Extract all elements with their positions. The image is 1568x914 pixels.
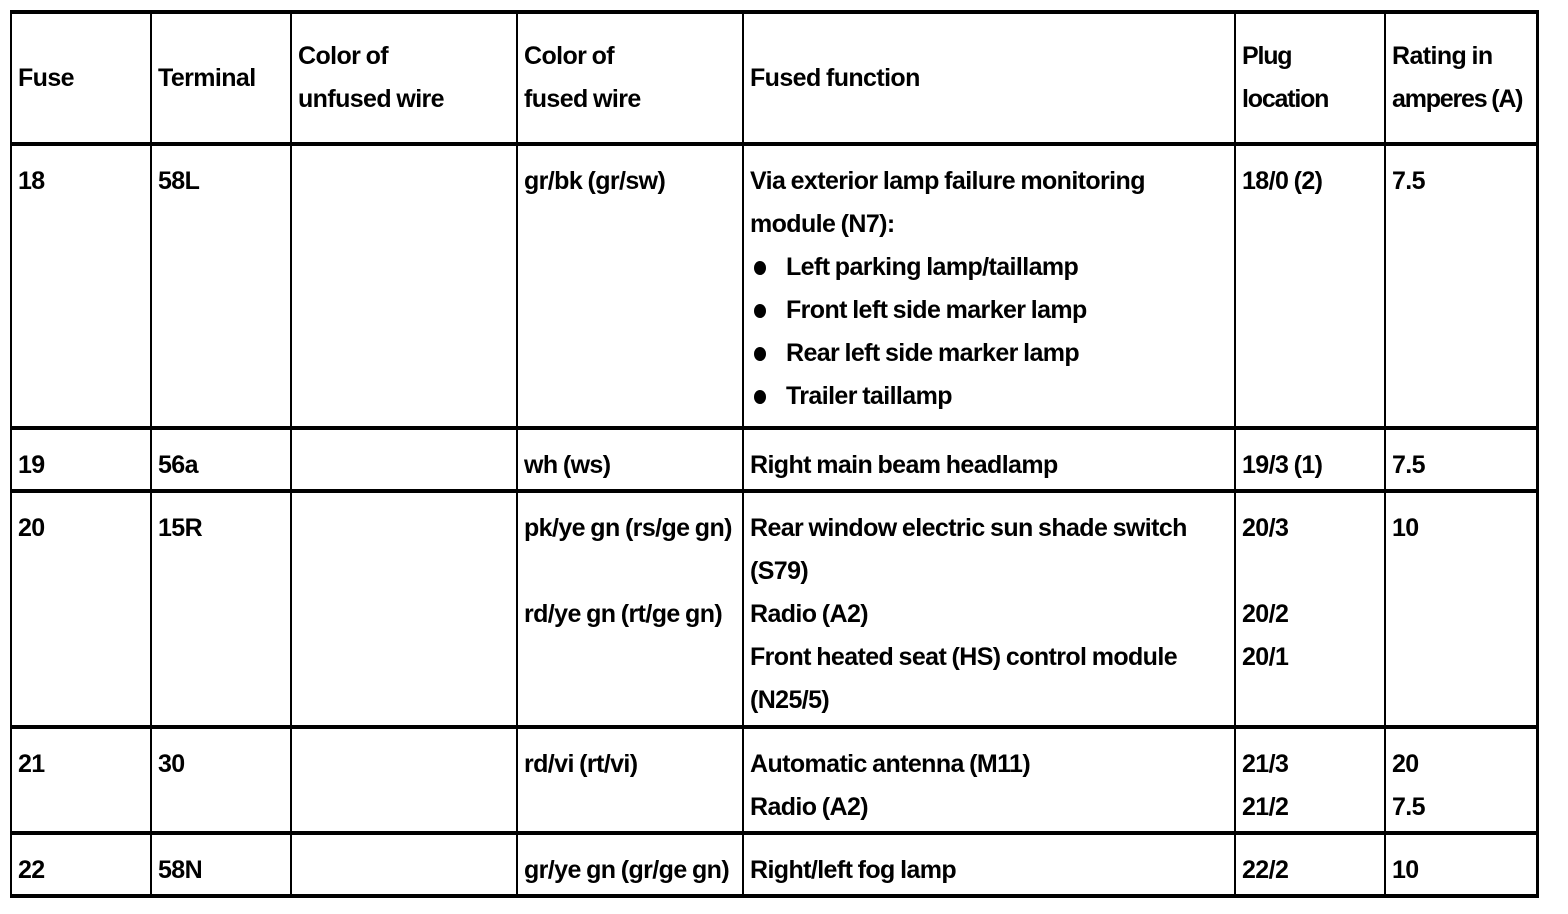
header-unfused-wire bbox=[291, 12, 517, 144]
plug-value: 20/2 bbox=[1242, 600, 1289, 628]
bullet-icon bbox=[754, 261, 766, 275]
function-line: (N25/5) bbox=[750, 686, 830, 714]
cell-terminal: 30 bbox=[151, 727, 291, 833]
cell-fused-wire bbox=[517, 428, 743, 491]
cell-unfused-wire bbox=[291, 491, 517, 727]
header-rating-line1: Rating in bbox=[1392, 42, 1493, 70]
cell-terminal: 58L bbox=[151, 144, 291, 428]
cell-plug-location bbox=[1235, 491, 1385, 727]
fused-wire-value: pk/ye gn (rs/ge gn) bbox=[524, 514, 732, 542]
cell-terminal: 56a bbox=[151, 428, 291, 491]
cell-fuse: 18 bbox=[11, 144, 151, 428]
cell-plug-location bbox=[1235, 144, 1385, 428]
cell-fused-wire bbox=[517, 833, 743, 896]
function-line: Automatic antenna (M11) bbox=[750, 750, 1031, 778]
fused-wire-value: rd/ye gn (rt/ge gn) bbox=[524, 600, 723, 628]
header-row bbox=[11, 12, 1537, 144]
rating-value: 7.5 bbox=[1392, 793, 1425, 821]
function-line: Via exterior lamp failure monitoring bbox=[750, 167, 1145, 195]
header-unfused-line2: unfused wire bbox=[298, 85, 444, 113]
function-line: Radio (A2) bbox=[750, 600, 869, 628]
cell-rating bbox=[1385, 727, 1537, 833]
function-line: module (N7): bbox=[750, 210, 895, 238]
cell-fused-function bbox=[743, 428, 1235, 491]
cell-fused-function bbox=[743, 491, 1235, 727]
rating-value: 10 bbox=[1392, 514, 1419, 542]
rating-value: 7.5 bbox=[1392, 451, 1425, 479]
header-fused-function: Fused function bbox=[743, 12, 1235, 144]
cell-unfused-wire bbox=[291, 833, 517, 896]
plug-value: 21/3 bbox=[1242, 750, 1289, 778]
header-unfused-line1: Color of bbox=[298, 42, 389, 70]
table-row bbox=[11, 144, 1537, 428]
function-bullet-item bbox=[750, 246, 1228, 289]
plug-value: 19/3 (1) bbox=[1242, 451, 1323, 479]
function-bullet-item bbox=[750, 375, 1228, 418]
function-bullet-item bbox=[750, 332, 1228, 375]
cell-fuse: 22 bbox=[11, 833, 151, 896]
table-body bbox=[11, 144, 1537, 896]
rating-value: 10 bbox=[1392, 856, 1419, 884]
plug-value: 20/1 bbox=[1242, 643, 1289, 671]
plug-value: 22/2 bbox=[1242, 856, 1289, 884]
rating-value: 7.5 bbox=[1392, 167, 1425, 195]
header-plug-location: Plug location bbox=[1235, 12, 1385, 144]
bullet-text: Rear left side marker lamp bbox=[786, 339, 1080, 367]
cell-terminal: 15R bbox=[151, 491, 291, 727]
function-line: (S79) bbox=[750, 557, 809, 585]
cell-plug-location bbox=[1235, 727, 1385, 833]
cell-unfused-wire bbox=[291, 727, 517, 833]
function-line: Right main beam headlamp bbox=[750, 451, 1058, 479]
header-rating-line2: amperes (A) bbox=[1392, 85, 1523, 113]
table-row bbox=[11, 833, 1537, 896]
function-bullet-list bbox=[750, 246, 1228, 418]
header-fused-wire bbox=[517, 12, 743, 144]
cell-rating bbox=[1385, 428, 1537, 491]
cell-rating bbox=[1385, 144, 1537, 428]
function-line: Front heated seat (HS) control module bbox=[750, 643, 1177, 671]
cell-fuse: 19 bbox=[11, 428, 151, 491]
table-row bbox=[11, 428, 1537, 491]
cell-unfused-wire bbox=[291, 428, 517, 491]
bullet-text: Left parking lamp/taillamp bbox=[786, 253, 1079, 281]
plug-value: 20/3 bbox=[1242, 514, 1289, 542]
cell-fused-function bbox=[743, 727, 1235, 833]
cell-terminal: 58N bbox=[151, 833, 291, 896]
header-fused-line2: fused wire bbox=[524, 85, 641, 113]
function-bullet-item bbox=[750, 289, 1228, 332]
header-terminal: Terminal bbox=[151, 12, 291, 144]
bullet-icon bbox=[754, 347, 766, 361]
function-line: Radio (A2) bbox=[750, 793, 869, 821]
cell-fused-wire bbox=[517, 491, 743, 727]
rating-value: 20 bbox=[1392, 750, 1419, 778]
plug-value: 21/2 bbox=[1242, 793, 1289, 821]
header-fuse: Fuse bbox=[11, 12, 151, 144]
cell-fused-function bbox=[743, 833, 1235, 896]
cell-rating bbox=[1385, 833, 1537, 896]
cell-rating bbox=[1385, 491, 1537, 727]
cell-unfused-wire bbox=[291, 144, 517, 428]
cell-fused-wire bbox=[517, 144, 743, 428]
bullet-icon bbox=[754, 390, 766, 404]
plug-value: 18/0 (2) bbox=[1242, 167, 1323, 195]
table-header bbox=[11, 12, 1537, 144]
function-line: Right/left fog lamp bbox=[750, 856, 957, 884]
cell-fused-function bbox=[743, 144, 1235, 428]
fused-wire-value: gr/ye gn (gr/ge gn) bbox=[524, 856, 730, 884]
bullet-text: Front left side marker lamp bbox=[786, 296, 1087, 324]
cell-fused-wire bbox=[517, 727, 743, 833]
cell-plug-location bbox=[1235, 428, 1385, 491]
function-line: Rear window electric sun shade switch bbox=[750, 514, 1187, 542]
fused-wire-value: gr/bk (gr/sw) bbox=[524, 167, 666, 195]
bullet-text: Trailer taillamp bbox=[786, 382, 952, 410]
cell-plug-location bbox=[1235, 833, 1385, 896]
table-row bbox=[11, 727, 1537, 833]
table-row bbox=[11, 491, 1537, 727]
bullet-icon bbox=[754, 304, 766, 318]
fused-wire-value: rd/vi (rt/vi) bbox=[524, 750, 638, 778]
header-rating bbox=[1385, 12, 1537, 144]
cell-fuse: 20 bbox=[11, 491, 151, 727]
fuse-table bbox=[10, 10, 1539, 898]
cell-fuse: 21 bbox=[11, 727, 151, 833]
header-fused-line1: Color of bbox=[524, 42, 615, 70]
fused-wire-value: wh (ws) bbox=[524, 451, 611, 479]
